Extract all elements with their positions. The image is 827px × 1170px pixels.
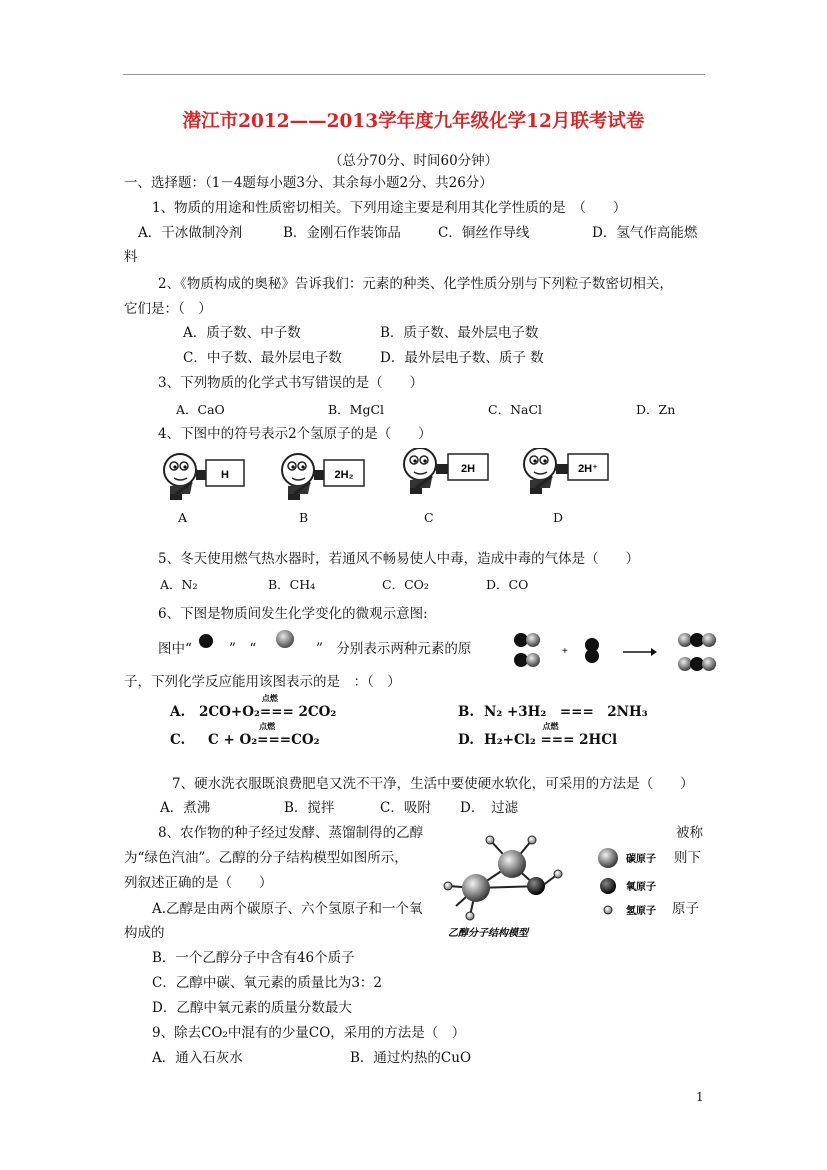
- q6-line2-c: ” 分别表示两种元素的原: [316, 641, 472, 657]
- q5-option-d: D．CO: [486, 577, 529, 592]
- svg-text:+: +: [562, 646, 568, 657]
- q6-option-d-label: D.: [458, 732, 474, 748]
- q8-stem-a: 8、农作物的种子经过发酵、蒸馏制得的乙醇: [158, 825, 424, 841]
- q2-option-a: A．质子数、中子数: [183, 325, 301, 341]
- q1-option-d: D．氢气作高能燃: [592, 225, 698, 241]
- q6-option-c: [208, 721, 320, 749]
- q6-a-products: 2CO₂: [298, 704, 337, 720]
- cartoon-figure-b: [282, 454, 328, 500]
- grey-atom-icon: [274, 628, 296, 650]
- q6-d-arrow: [540, 721, 575, 749]
- q2-stem-cont: 它们是：（ ）: [124, 301, 212, 317]
- q3-option-d: D．Zn: [636, 402, 676, 417]
- q5-option-b: B．CH₄: [268, 577, 316, 592]
- q6-option-b: N₂ +3H₂ === 2NH₃: [484, 704, 648, 720]
- q6-c-reactants: C + O₂: [208, 732, 258, 748]
- q6-option-a-label: A.: [170, 704, 186, 720]
- q3-option-a: A．CaO: [176, 402, 225, 417]
- q6-a-condition: 点燃: [261, 693, 278, 703]
- cartoon-figure-c: [404, 448, 450, 494]
- q6-d-equals: ===: [540, 732, 575, 748]
- q9-option-a: A．通入石灰水: [152, 1050, 243, 1066]
- q2-option-b: B．质子数、最外层电子数: [380, 325, 539, 341]
- legend-hydrogen: 氢原子: [626, 906, 656, 917]
- q7-option-d: D． 过滤: [460, 800, 519, 816]
- q6-c-equals: ===: [257, 732, 292, 748]
- q6-stem: 6、下图是物质间发生化学变化的微观示意图:: [158, 606, 428, 622]
- exam-title: 潜江市2012——2013学年度九年级化学12月联考试卷: [182, 111, 645, 132]
- q7-option-b: B．搅拌: [284, 800, 335, 816]
- q9-stem: 9、除去CO₂中混有的少量CO，采用的方法是（ ）: [152, 1025, 466, 1041]
- black-atom-icon: [197, 632, 215, 650]
- q6-a-reactants: 2CO+O₂: [199, 704, 260, 720]
- q1-option-b: B．金刚石作装饰品: [283, 225, 401, 241]
- q4-label-d: D: [553, 510, 564, 525]
- q4-stem: 4、下图中的符号表示2个氢原子的是（ ）: [158, 426, 432, 442]
- q6-a-equals: ===: [259, 704, 294, 720]
- q3-option-c: C．NaCl: [488, 402, 543, 417]
- exam-subtitle: （总分70分、时间60分钟）: [328, 153, 499, 169]
- q5-option-a: A．N₂: [160, 577, 198, 592]
- q3-stem: 3、下列物质的化学式书写错误的是（ ）: [158, 375, 424, 391]
- q6-line2-a: 图中“: [158, 641, 192, 657]
- q6-option-b-label: B.: [458, 704, 475, 720]
- q4-sign-d: 2H⁺: [578, 463, 598, 475]
- q2-option-c: C．中子数、最外层电子数: [183, 350, 342, 366]
- q8-stem-b: 被称: [676, 825, 703, 841]
- q6-d-condition: 点燃: [542, 721, 559, 731]
- q2-stem: 2、《物质构成的奥秘》告诉我们：元素的种类、化学性质分别与下列粒子数密切相关，: [158, 276, 673, 292]
- q1-option-d-cont: 料: [124, 249, 138, 265]
- q4-label-a: A: [178, 510, 188, 525]
- q4-label-b: B: [299, 510, 309, 525]
- legend-carbon: 碳原子: [626, 854, 656, 865]
- legend-oxygen: 氧原子: [626, 882, 656, 893]
- q4-figure: [150, 448, 620, 526]
- q8-option-b: B．一个乙醇分子中含有46个质子: [152, 950, 355, 966]
- q6-c-products: CO₂: [291, 732, 320, 748]
- q3-option-b: B．MgCl: [328, 402, 385, 417]
- q7-stem: 7、硬水洗衣服既浪费肥皂又洗不干净，生活中要使硬水软化，可采用的方法是（ ）: [172, 776, 694, 792]
- page-number: 1: [696, 1090, 704, 1104]
- q6-option-a: [199, 693, 337, 721]
- q8-line2-b: 则下: [674, 850, 701, 866]
- q8-line3: 列叙述正确的是（ ）: [124, 875, 273, 891]
- q6-line3: 子，下列化学反应能用该图表示的是 ：（ ）: [124, 674, 401, 690]
- q6-line2-b: ” “: [229, 641, 257, 657]
- q6-d-reactants: H₂+Cl₂: [484, 732, 536, 748]
- q6-reaction-diagram: [505, 626, 725, 676]
- q2-option-d: D．最外层电子数、质子 数: [380, 350, 544, 366]
- q1-option-a: A．干冰做制冷剂: [138, 225, 243, 241]
- ethanol-model-figure: [430, 828, 700, 943]
- q4-sign-a: H: [221, 469, 229, 481]
- header-rule: [123, 74, 705, 75]
- q4-sign-b: 2H₂: [334, 469, 354, 481]
- q8-option-d: D．乙醇中氧元素的质量分数最大: [152, 1000, 352, 1016]
- q5-option-c: C．CO₂: [382, 577, 429, 592]
- q4-sign-c: 2H: [460, 463, 476, 475]
- q4-label-c: C: [424, 510, 434, 525]
- q6-option-c-label: C.: [170, 732, 186, 748]
- q8-option-a-tail: 原子: [672, 901, 699, 917]
- cartoon-figure-d: [524, 448, 570, 494]
- q1-option-c: C．铜丝作导线: [438, 225, 530, 241]
- q8-option-a-cont: 构成的: [124, 925, 165, 941]
- q8-option-a: A.乙醇是由两个碳原子、六个氢原子和一个氧: [152, 901, 423, 917]
- q7-option-a: A．煮沸: [160, 800, 211, 816]
- cartoon-figure-a: [164, 454, 210, 500]
- section1-heading: 一、选择题：（1－4题每小题3分、其余每小题2分、共26分）: [124, 175, 493, 191]
- q1-stem: 1、物质的用途和性质密切相关。下列用途主要是利用其化学性质的是 （ ）: [152, 200, 627, 216]
- q8-line2-a: 为“绿色汽油”。乙醇的分子结构模型如图所示，: [124, 850, 408, 866]
- q8-option-c: C．乙醇中碳、氧元素的质量比为3：2: [152, 975, 383, 991]
- q7-option-c: C．吸附: [380, 800, 431, 816]
- q6-a-arrow: [259, 693, 294, 721]
- q6-option-d: [484, 721, 618, 749]
- q6-c-arrow: [257, 721, 292, 749]
- ethanol-caption: 乙醇分子结构模型: [448, 928, 528, 939]
- q6-d-products: 2HCl: [579, 732, 618, 748]
- q6-c-condition: 点燃: [259, 721, 276, 731]
- q5-stem: 5、冬天使用燃气热水器时，若通风不畅易使人中毒，造成中毒的气体是（ ）: [158, 551, 640, 567]
- q9-option-b: B．通过灼热的CuO: [350, 1050, 472, 1066]
